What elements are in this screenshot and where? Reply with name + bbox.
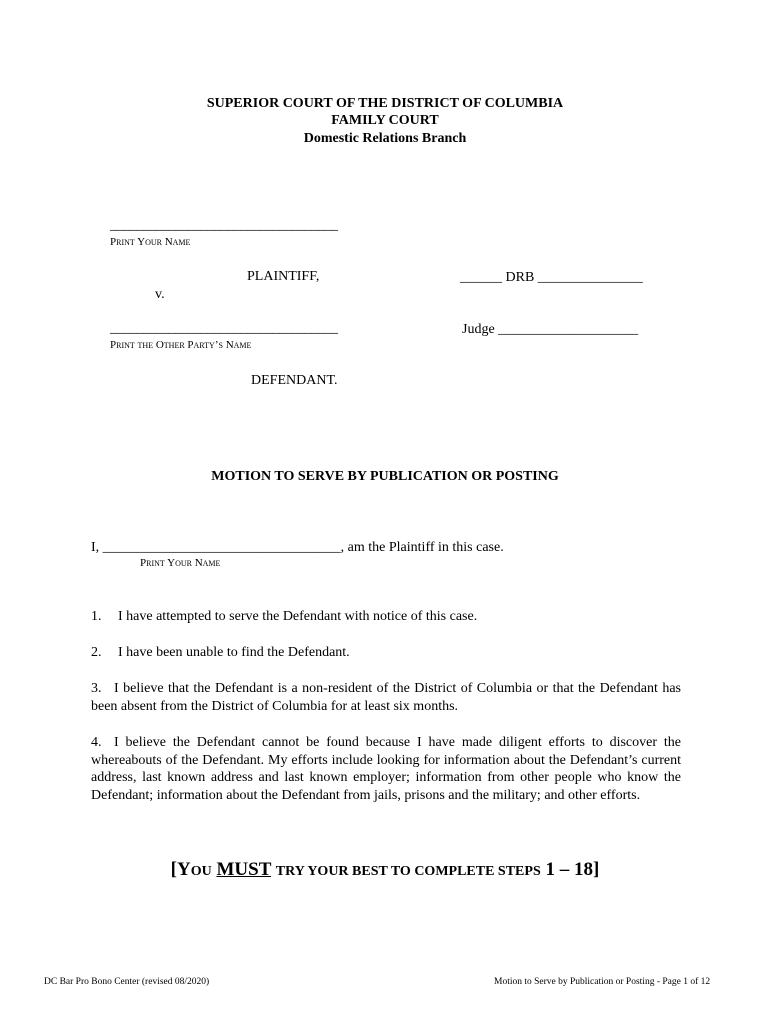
motion-title: MOTION TO SERVE BY PUBLICATION OR POSTING <box>211 469 559 484</box>
case-number-field[interactable]: ______ DRB _______________ <box>460 270 643 285</box>
versus-label: v. <box>155 287 165 302</box>
court-division: FAMILY COURT <box>331 113 439 128</box>
paragraph-4 <box>91 734 681 804</box>
paragraph-number: 4. <box>91 735 102 750</box>
paragraph-text: I believe that the Defendant is a non-resident of the District of Columbia or that the Defendant has been absent from the District of Columbia for at least six months. <box>91 681 681 714</box>
judge-field[interactable]: Judge ____________________ <box>462 322 639 337</box>
paragraph-text: I have been unable to find the Defendant. <box>118 645 350 660</box>
footer-left: DC Bar Pro Bono Center (revised 08/2020) <box>44 977 210 987</box>
intro-suffix: , am the Plaintiff in this case. <box>340 540 504 555</box>
defendant-name-blank[interactable]: ___________________________________ <box>110 321 338 336</box>
paragraph-number: 3. <box>91 681 102 696</box>
intro-line <box>91 540 504 556</box>
paragraph-text: I believe the Defendant cannot be found because I have made diligent efforts to discover the whereabouts of the Defendant. My efforts include looking for information about the Defendant’s current address, last known address and last known employer; information from other people who know the Defendant; information about the Defendant from jails, prisons and the military; and other efforts. <box>91 735 681 803</box>
paragraph-2 <box>91 644 681 662</box>
plaintiff-name-label: Print Your Name <box>110 236 191 248</box>
defendant-role: DEFENDANT. <box>251 373 338 388</box>
intro-name-blank[interactable]: __________________________________ <box>102 540 341 555</box>
paragraph-number: 2. <box>91 645 102 660</box>
steps-you-initial: Y <box>177 859 191 880</box>
plaintiff-name-blank[interactable]: ___________________________________ <box>110 218 338 233</box>
intro-name-label: Print Your Name <box>140 557 221 569</box>
intro-prefix: I, <box>91 540 100 555</box>
plaintiff-role: PLAINTIFF, <box>247 269 320 284</box>
footer-right: Motion to Serve by Publication or Posting - Page 1 of 12 <box>494 977 711 987</box>
court-branch: Domestic Relations Branch <box>303 131 467 146</box>
steps-notice <box>0 859 770 881</box>
paragraph-1 <box>91 608 681 626</box>
defendant-name-label: Print the Other Party’s Name <box>110 339 252 351</box>
steps-range: 1 – 18] <box>545 859 600 880</box>
steps-must: MUST <box>216 859 272 880</box>
court-name: SUPERIOR COURT OF THE DISTRICT OF COLUMBIA <box>206 96 564 111</box>
steps-middle: TRY YOUR BEST TO COMPLETE STEPS <box>275 864 541 879</box>
steps-you-rest: OU <box>190 864 212 879</box>
paragraph-3 <box>91 680 681 715</box>
paragraph-number: 1. <box>91 609 102 624</box>
paragraph-text: I have attempted to serve the Defendant with notice of this case. <box>118 609 478 624</box>
steps-open-bracket: [ <box>170 859 177 880</box>
